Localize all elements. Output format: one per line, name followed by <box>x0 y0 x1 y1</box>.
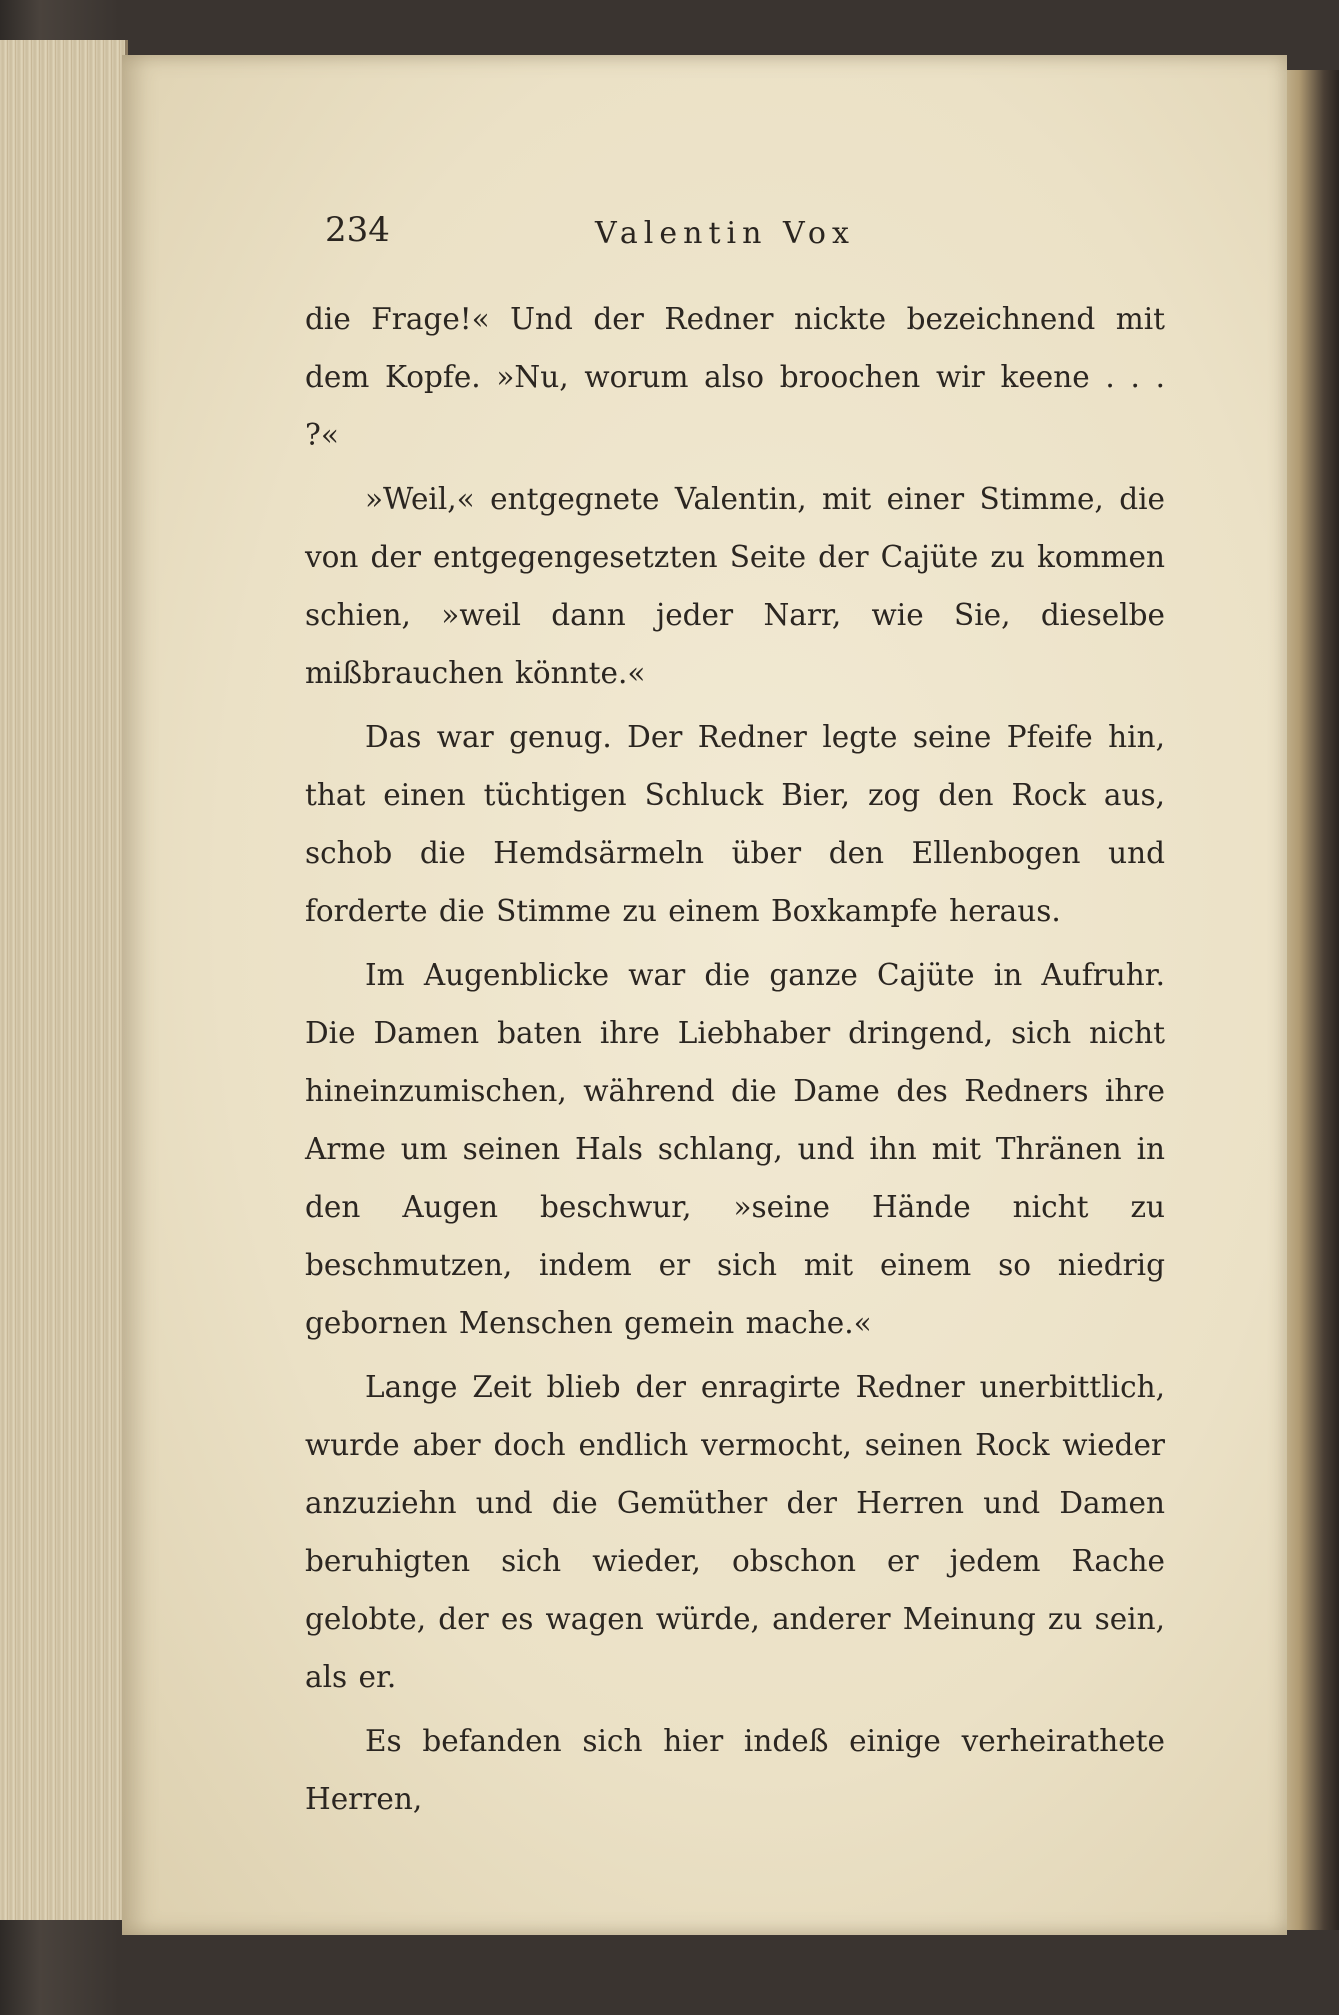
page-number: 234 <box>325 210 390 250</box>
paragraph: die Frage!« Und der Redner nickte bezeichnend mit dem Kopfe. »Nu, worum also broochen wir keene . . . ?« <box>305 302 1165 452</box>
page-stack-edge <box>0 40 128 1920</box>
paragraph: Im Augenblicke war die ganze Cajüte in Aufruhr. Die Damen baten ihre Liebhaber dringend, sich nicht hineinzumischen, während die Dame des Redners ihre Arme um seinen Hals schlang, und ihn mit Thränen in den Augen beschwur, »seine Hände nicht zu beschmutzen, indem er sich mit einem so niedrig gebornen Menschen gemein mache.« <box>305 958 1165 1340</box>
body-text <box>305 290 1165 1834</box>
paragraph: Es befanden sich hier indeß einige verheirathete Herren, <box>305 1724 1165 1816</box>
paragraph: Lange Zeit blieb der enragirte Redner unerbittlich, wurde aber doch endlich vermocht, seinen Rock wieder anzuziehn und die Gemüther der Herren und Damen beruhigten sich wieder, obschon er jedem Rache gelobte, der es wagen würde, anderer Meinung zu sein, als er. <box>305 1370 1165 1694</box>
running-head: Valentin Vox <box>595 216 855 251</box>
paragraph: »Weil,« entgegnete Valentin, mit einer Stimme, die von der entgegengesetzten Seite der Cajüte zu kommen schien, »weil dann jeder Narr, wie Sie, dieselbe mißbrauchen könnte.« <box>305 482 1165 690</box>
page-header <box>325 210 1165 270</box>
book-cover-edge <box>1279 70 1339 1930</box>
paragraph: Das war genug. Der Redner legte seine Pfeife hin, that einen tüchtigen Schluck Bier, zog den Rock aus, schob die Hemdsärmeln über den Ellenbogen und forderte die Stimme zu einem Boxkampfe heraus. <box>305 720 1165 928</box>
